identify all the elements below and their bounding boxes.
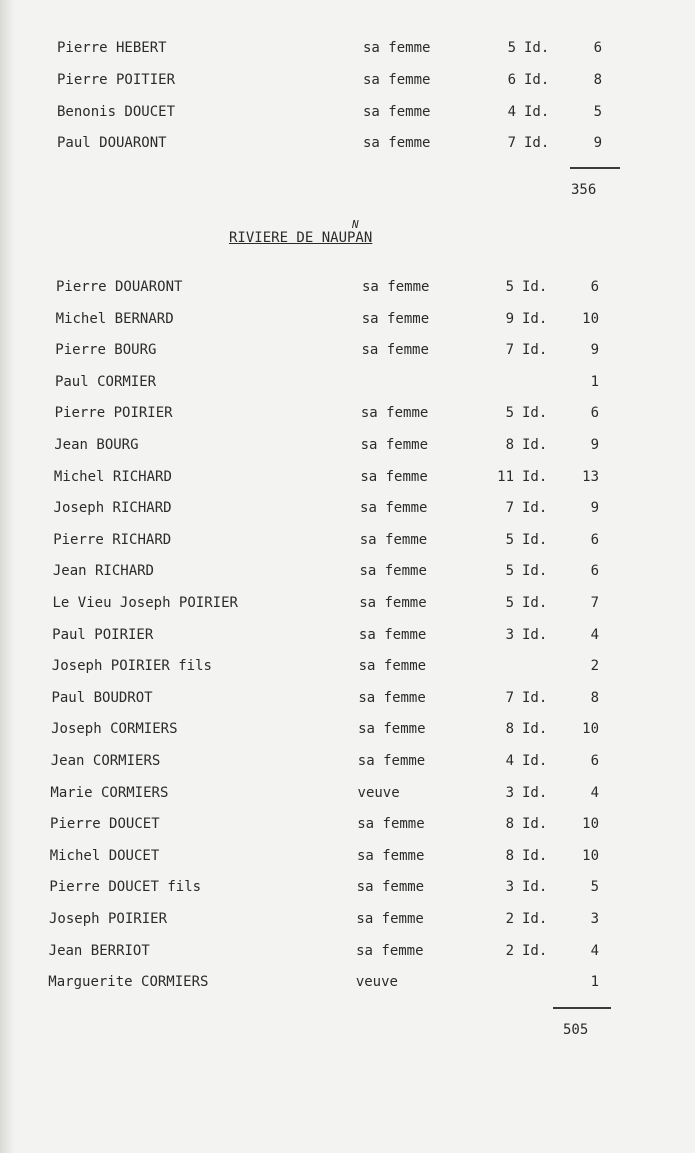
relation: sa femme (363, 103, 431, 120)
person-name: Joseph CORMIERS (51, 721, 178, 738)
household-total: 4 (590, 942, 599, 959)
section-2-sum: 505 (563, 1022, 589, 1038)
household-total: 1 (590, 373, 599, 390)
household-total: 9 (590, 342, 599, 359)
household-total: 5 (590, 879, 599, 896)
person-name: Paul CORMIER (54, 373, 157, 390)
person-name: Jean CORMIERS (50, 753, 161, 769)
children-count: 4 (507, 103, 516, 120)
person-name: Jean BOURG (54, 437, 139, 453)
table-row (0, 100, 695, 124)
household-total: 6 (590, 753, 599, 769)
unit-label: Id. (522, 437, 548, 453)
children-count: 2 (505, 911, 514, 927)
children-count: 5 (505, 405, 514, 422)
table-row (0, 875, 695, 899)
section-heading: RIVIERE DE NAUPAN (229, 230, 373, 246)
unit-label: Id. (522, 405, 548, 422)
relation: sa femme (359, 563, 427, 580)
children-count: 8 (505, 847, 514, 864)
person-name: Pierre POIRIER (54, 405, 173, 422)
table-row (0, 907, 695, 931)
children-count: 7 (507, 135, 516, 152)
relation: sa femme (356, 911, 424, 927)
person-name: Pierre BOURG (55, 342, 157, 359)
children-count: 3 (505, 879, 514, 896)
table-row (0, 686, 695, 710)
unit-label: Id. (522, 500, 548, 517)
heading-superscript: N (352, 218, 359, 231)
relation: sa femme (360, 437, 429, 453)
household-total: 10 (582, 721, 599, 738)
person-name: Paul DOUARONT (57, 135, 167, 152)
household-total: 8 (590, 689, 599, 706)
relation: veuve (357, 784, 400, 801)
table-row (0, 559, 695, 583)
unit-label: Id. (522, 721, 548, 738)
table-row (0, 465, 695, 489)
household-total: 4 (590, 626, 599, 643)
relation: sa femme (362, 279, 430, 295)
children-count: 11 (497, 468, 514, 485)
person-name: Pierre RICHARD (53, 531, 172, 548)
household-total: 7 (590, 595, 599, 611)
relation: sa femme (359, 595, 427, 611)
person-name: Jean BERRIOT (48, 942, 150, 959)
table-row (0, 528, 695, 552)
unit-label: Id. (522, 342, 548, 359)
unit-label: Id. (522, 847, 548, 864)
children-count: 5 (507, 40, 516, 56)
person-name: Pierre DOUARONT (56, 279, 183, 295)
children-count: 6 (507, 71, 516, 88)
table-row (0, 623, 695, 647)
children-count: 5 (505, 531, 514, 548)
children-count: 5 (505, 279, 514, 295)
unit-label: Id. (524, 40, 550, 56)
relation: sa femme (360, 405, 429, 422)
unit-label: Id. (522, 468, 548, 485)
person-name: Pierre HEBERT (57, 40, 167, 56)
person-name: Pierre POITIER (57, 71, 176, 88)
table-row (0, 401, 695, 425)
relation: sa femme (358, 626, 427, 643)
person-name: Michel DOUCET (49, 847, 160, 864)
table-row (0, 654, 695, 678)
household-total: 6 (590, 405, 599, 422)
person-name: Jean RICHARD (52, 563, 154, 580)
unit-label: Id. (522, 563, 548, 580)
relation: sa femme (360, 468, 428, 485)
children-count: 4 (505, 753, 514, 769)
table-row (0, 970, 695, 994)
unit-label: Id. (522, 816, 548, 833)
children-count: 3 (505, 626, 514, 643)
unit-label: Id. (524, 135, 550, 152)
children-count: 3 (505, 784, 514, 801)
unit-label: Id. (522, 753, 548, 769)
person-name: Pierre DOUCET fils (49, 879, 202, 896)
relation: sa femme (361, 310, 430, 327)
relation: veuve (355, 974, 398, 991)
relation: sa femme (363, 71, 431, 88)
children-count: 7 (505, 689, 514, 706)
table-row (0, 591, 695, 615)
household-total: 2 (590, 658, 599, 675)
table-row (0, 496, 695, 520)
unit-label: Id. (522, 942, 548, 959)
household-total: 6 (590, 279, 599, 295)
table-row (0, 36, 695, 60)
section-1-sum: 356 (571, 182, 597, 198)
children-count: 5 (505, 595, 514, 611)
relation: sa femme (356, 847, 425, 864)
table-row (0, 812, 695, 836)
relation: sa femme (361, 342, 429, 359)
table-row (0, 939, 695, 963)
unit-label: Id. (522, 784, 548, 801)
person-name: Joseph RICHARD (53, 500, 172, 517)
table-row (0, 307, 695, 331)
unit-label: Id. (522, 595, 548, 611)
unit-label: Id. (524, 103, 550, 120)
person-name: Joseph POIRIER (49, 911, 168, 927)
unit-label: Id. (522, 310, 548, 327)
household-total: 6 (593, 40, 602, 56)
unit-label: Id. (522, 911, 548, 927)
household-total: 9 (593, 135, 602, 152)
household-total: 4 (590, 784, 599, 801)
household-total: 1 (590, 974, 599, 991)
sum-rule-1 (570, 167, 620, 169)
children-count: 7 (505, 342, 514, 359)
household-total: 8 (593, 71, 602, 88)
relation: sa femme (357, 816, 425, 833)
children-count: 9 (505, 310, 514, 327)
table-row (0, 749, 695, 773)
unit-label: Id. (524, 71, 550, 88)
unit-label: Id. (522, 531, 548, 548)
household-total: 3 (590, 911, 599, 927)
table-row (0, 433, 695, 457)
person-name: Marguerite CORMIERS (48, 974, 209, 991)
unit-label: Id. (522, 626, 548, 643)
table-row (0, 370, 695, 394)
table-row (0, 131, 695, 155)
relation: sa femme (356, 879, 425, 896)
table-row (0, 781, 695, 805)
person-name: Michel RICHARD (53, 468, 172, 485)
children-count: 8 (505, 816, 514, 833)
household-total: 6 (590, 563, 599, 580)
table-row (0, 275, 695, 299)
unit-label: Id. (522, 689, 548, 706)
unit-label: Id. (522, 279, 548, 295)
table-row (0, 717, 695, 741)
person-name: Michel BERNARD (55, 310, 174, 327)
children-count: 8 (505, 437, 514, 453)
household-total: 10 (582, 816, 599, 833)
relation: sa femme (358, 658, 427, 675)
table-row (0, 338, 695, 362)
relation: sa femme (357, 753, 426, 769)
children-count: 7 (505, 500, 514, 517)
person-name: Joseph POIRIER fils (51, 658, 212, 675)
household-total: 13 (582, 468, 599, 485)
person-name: Pierre DOUCET (50, 816, 160, 833)
sum-rule-2 (553, 1007, 611, 1009)
relation: sa femme (358, 689, 426, 706)
relation: sa femme (358, 721, 426, 738)
relation: sa femme (363, 135, 431, 152)
relation: sa femme (359, 531, 428, 548)
relation: sa femme (363, 40, 431, 56)
children-count: 8 (505, 721, 514, 738)
household-total: 10 (582, 310, 599, 327)
household-total: 9 (590, 500, 599, 517)
children-count: 2 (505, 942, 514, 959)
household-total: 6 (590, 531, 599, 548)
person-name: Paul POIRIER (52, 626, 154, 643)
person-name: Le Vieu Joseph POIRIER (52, 595, 238, 611)
relation: sa femme (356, 942, 424, 959)
unit-label: Id. (522, 879, 548, 896)
relation: sa femme (360, 500, 428, 517)
person-name: Benonis DOUCET (57, 103, 176, 120)
table-row (0, 844, 695, 868)
household-total: 10 (582, 847, 599, 864)
person-name: Paul BOUDROT (51, 689, 153, 706)
household-total: 9 (590, 437, 599, 453)
household-total: 5 (593, 103, 602, 120)
children-count: 5 (505, 563, 514, 580)
person-name: Marie CORMIERS (50, 784, 169, 801)
table-row (0, 68, 695, 92)
